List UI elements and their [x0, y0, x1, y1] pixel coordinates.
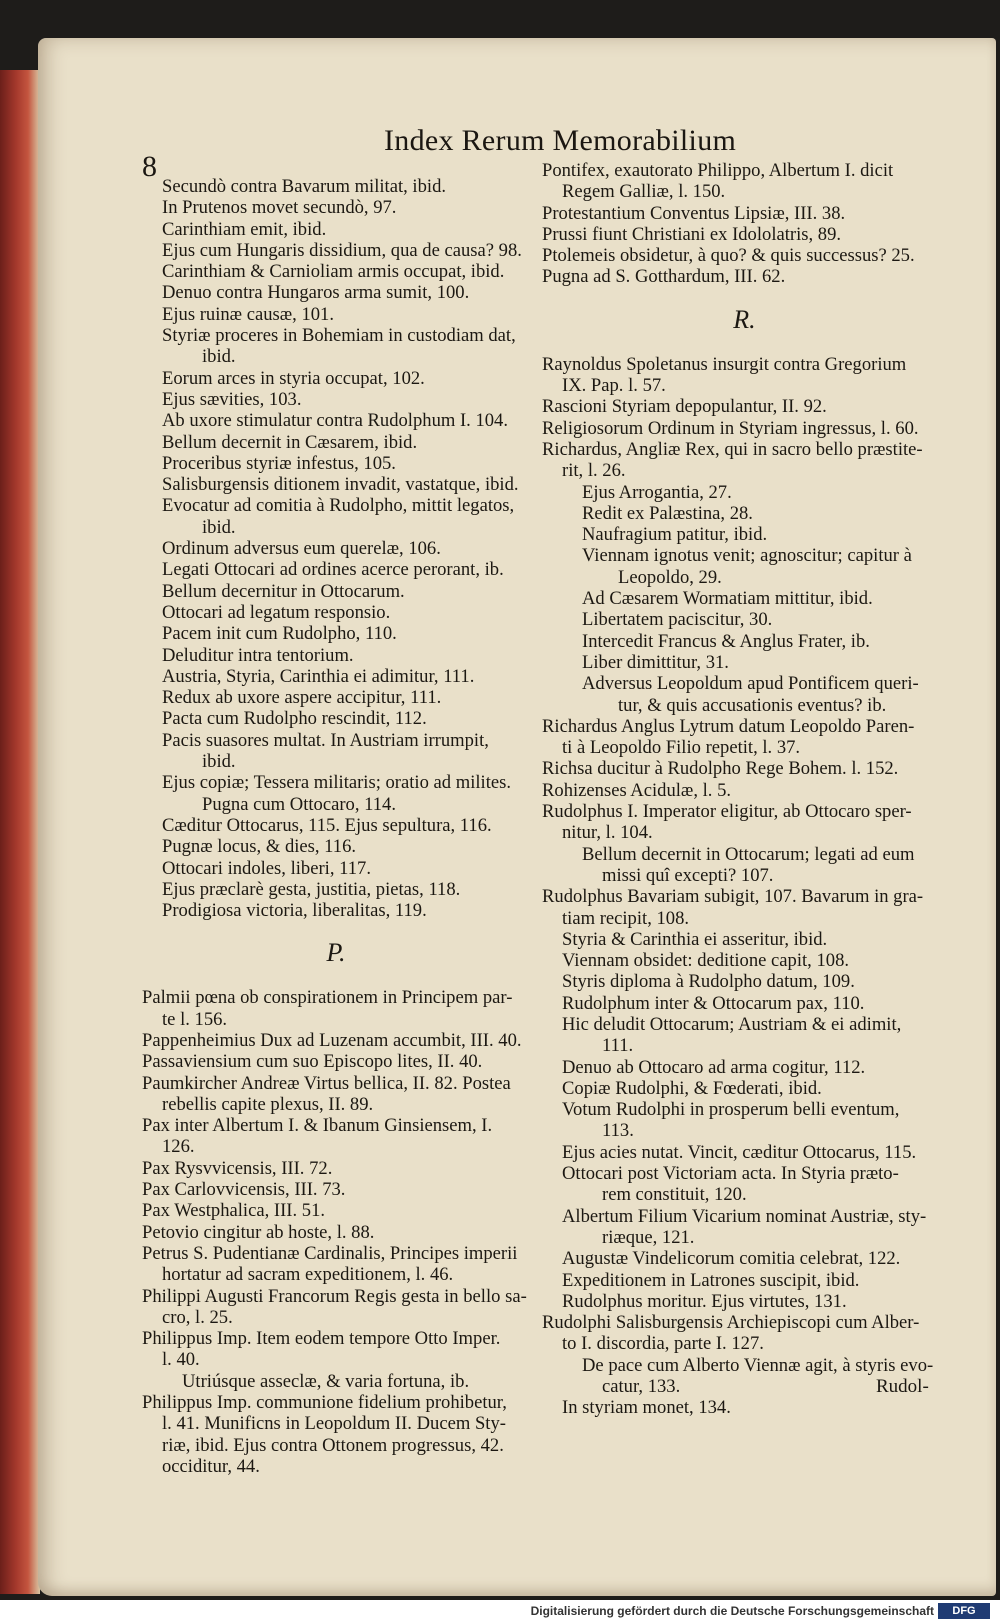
index-entry: Richardus, Angliæ Rex, qui in sacro bello præstite-: [542, 438, 923, 460]
index-entry: Ejus præclarè gesta, justitia, pietas, 118.: [162, 878, 461, 900]
index-entry: De pace cum Alberto Viennæ agit, à styris evo-: [582, 1354, 934, 1376]
index-entry: Ejus ruinæ causæ, 101.: [162, 303, 334, 325]
index-entry: Philippus Imp. communione fidelium prohibetur,: [142, 1392, 507, 1414]
index-entry: Pax Rysvvicensis, III. 72.: [142, 1157, 333, 1179]
right-column: [542, 160, 947, 1419]
index-entry: ibid.: [202, 516, 236, 538]
index-entry: Intercedit Francus & Anglus Frater, ib.: [582, 630, 870, 652]
index-entry: occiditur, 44.: [162, 1455, 260, 1477]
index-entry: Pax Carlovvicensis, III. 73.: [142, 1179, 346, 1201]
catchword: Rudol-: [876, 1376, 929, 1397]
index-entry: Pappenheimius Dux ad Luzenam accumbit, III. 40.: [142, 1029, 522, 1051]
index-entry: hortatur ad sacram expeditionem, l. 46.: [162, 1264, 454, 1286]
funding-credit: Digitalisierung gefördert durch die Deutsche Forschungsgemeinschaft: [530, 1604, 934, 1618]
index-entry: Denuo ab Ottocaro ad arma cogitur, 112.: [562, 1056, 866, 1078]
page-number: 8: [142, 150, 157, 183]
index-entry: Austria, Styria, Carinthia ei adimitur, 111.: [162, 665, 475, 687]
index-entry: Rascioni Styriam depopulantur, II. 92.: [542, 396, 827, 418]
index-entry: Paumkircher Andreæ Virtus bellica, II. 82. Postea: [142, 1072, 511, 1094]
index-entry: Richardus Anglus Lytrum datum Leopoldo Paren-: [542, 715, 915, 737]
index-entry: Pacta cum Rudolpho rescindit, 112.: [162, 708, 427, 730]
index-entry: rem constituit, 120.: [602, 1184, 747, 1206]
index-entry: IX. Pap. l. 57.: [562, 375, 666, 397]
index-entry: Ejus Arrogantia, 27.: [582, 481, 732, 503]
index-entry: Richsa ducitur à Rudolpho Rege Bohem. l. 152.: [542, 758, 899, 780]
index-entry: Pontifex, exautorato Philippo, Albertum I. dicit: [542, 160, 894, 181]
index-entry: tur, & quis accusationis eventus? ib.: [618, 694, 887, 716]
index-entry: Cæditur Ottocarus, 115. Ejus sepultura, 116.: [162, 814, 492, 836]
index-entry: l. 40.: [162, 1349, 200, 1371]
index-entry: Leopoldo, 29.: [618, 566, 722, 588]
index-entry: Secundò contra Bavarum militat, ibid.: [162, 176, 447, 197]
index-entry: Prodigiosa victoria, liberalitas, 119.: [162, 900, 427, 922]
index-entry: Eorum arces in styria occupat, 102.: [162, 367, 425, 389]
index-entry: Expeditionem in Latrones suscipit, ibid.: [562, 1269, 860, 1291]
index-entry: Pugna ad S. Gotthardum, III. 62.: [542, 266, 786, 288]
index-entry: Ejus acies nutat. Vincit, cæditur Ottocarus, 115.: [562, 1141, 917, 1163]
index-entry: missi quî excepti? 107.: [602, 864, 774, 886]
index-entry: Pax inter Albertum I. & Ibanum Ginsiensem, I.: [142, 1115, 493, 1137]
index-entry: Ottocari ad legatum responsio.: [162, 601, 391, 623]
index-entry: riæque, 121.: [602, 1226, 695, 1248]
index-entry: cro, l. 25.: [162, 1306, 233, 1328]
index-entry: Styris diploma à Rudolpho datum, 109.: [562, 971, 855, 993]
index-entry: Bellum decernit in Ottocarum; legati ad eum: [582, 843, 915, 865]
index-entry: ibid.: [202, 346, 236, 368]
index-entry: Votum Rudolphi in prosperum belli eventum,: [562, 1099, 900, 1121]
index-entry: Denuo contra Hungaros arma sumit, 100.: [162, 282, 470, 304]
index-entry: Redit ex Palæstina, 28.: [582, 502, 753, 524]
index-entry: nitur, l. 104.: [562, 822, 653, 844]
index-entry: Salisburgensis ditionem invadit, vastatque, ibid.: [162, 474, 519, 496]
index-entry: rebellis capite plexus, II. 89.: [162, 1093, 374, 1115]
index-entry: Styria & Carinthia ei asseritur, ibid.: [562, 928, 828, 950]
index-entry: Naufragium patitur, ibid.: [582, 524, 768, 546]
index-entry: Bellum decernitur in Ottocarum.: [162, 580, 405, 602]
index-entry: Ptolemeis obsidetur, à quo? & quis successus? 25.: [542, 245, 915, 267]
index-entry: Philippi Augusti Francorum Regis gesta in bello sa-: [142, 1285, 527, 1307]
index-entry: 111.: [602, 1035, 634, 1057]
index-entry: Rudolphus Bavariam subigit, 107. Bavarum in gra-: [542, 886, 924, 908]
index-entry: Albertum Filium Vicarium nominat Austriæ, sty-: [562, 1205, 927, 1227]
index-entry: 126.: [162, 1136, 195, 1158]
index-entry: riæ, ibid. Ejus contra Ottonem progressus, 42.: [162, 1434, 504, 1456]
index-entry: tiam recipit, 108.: [562, 907, 690, 929]
index-entry: Ejus copiæ; Tessera militaris; oratio ad milites.: [162, 772, 511, 794]
index-entry: Rudolphus I. Imperator eligitur, ab Ottocaro sper-: [542, 801, 912, 823]
index-entry: Pugna cum Ottocaro, 114.: [202, 793, 396, 815]
index-entry: Proceribus styriæ infestus, 105.: [162, 452, 396, 474]
index-entry: In styriam monet, 134.: [562, 1397, 731, 1419]
index-entry: Hic deludit Ottocarum; Austriam & ei adimit,: [562, 1013, 902, 1035]
index-entry: ibid.: [202, 751, 236, 773]
index-entry: Carinthiam & Carnioliam armis occupat, ibid.: [162, 261, 505, 283]
index-entry: rit, l. 26.: [562, 460, 626, 482]
index-entry: Carinthiam emit, ibid.: [162, 218, 327, 240]
index-entry: Ab uxore stimulatur contra Rudolphum I. 104.: [162, 410, 508, 432]
index-entry: Rudolphi Salisburgensis Archiepiscopi cum Alber-: [542, 1312, 920, 1334]
index-entry: Ejus cum Hungaris dissidium, qua de causa? 98.: [162, 239, 522, 261]
index-entry: Protestantium Conventus Lipsiæ, III. 38.: [542, 202, 846, 224]
index-entry: Adversus Leopoldum apud Pontificem queri-: [582, 673, 919, 695]
index-entry: Philippus Imp. Item eodem tempore Otto Imper.: [142, 1328, 501, 1350]
index-entry: Ordinum adversus eum querelæ, 106.: [162, 538, 441, 560]
index-entry: Palmii pœna ob conspirationem in Principem par-: [142, 987, 513, 1009]
index-entry: Utriúsque asseclæ, & varia fortuna, ib.: [182, 1370, 470, 1392]
index-entry: Pacis suasores multat. In Austriam irrumpit,: [162, 729, 489, 751]
section-letter: P.: [326, 938, 346, 968]
index-entry: Legati Ottocari ad ordines acerce perorant, ib.: [162, 559, 504, 581]
index-entry: Religiosorum Ordinum in Styriam ingressus, l. 60.: [542, 417, 919, 439]
index-entry: catur, 133.: [602, 1376, 681, 1398]
index-entry: Viennam ignotus venit; agnoscitur; capitur à: [582, 545, 912, 567]
index-entry: to I. discordia, parte I. 127.: [562, 1333, 764, 1355]
index-entry: Bellum decernit in Cæsarem, ibid.: [162, 431, 418, 453]
section-letter: R.: [733, 304, 756, 334]
index-entry: Pax Westphalica, III. 51.: [142, 1200, 326, 1222]
index-entry: Liber dimittitur, 31.: [582, 651, 729, 673]
index-entry: Rohizenses Acidulæ, l. 5.: [542, 779, 732, 801]
index-entry: Petovio cingitur ab hoste, l. 88.: [142, 1221, 375, 1243]
index-entry: Prussi fiunt Christiani ex Idololatris, 89.: [542, 223, 842, 245]
index-entry: 113.: [602, 1120, 634, 1142]
index-entry: Rudolphum inter & Ottocarum pax, 110.: [562, 992, 865, 1014]
index-entry: ti à Leopoldo Filio repetit, l. 37.: [562, 737, 801, 759]
left-column: [142, 176, 530, 1477]
index-entry: te l. 156.: [162, 1008, 228, 1030]
index-entry: Pacem init cum Rudolpho, 110.: [162, 623, 397, 645]
running-title: Index Rerum Memorabilium: [384, 124, 737, 157]
index-entry: Pugnæ locus, & dies, 116.: [162, 836, 357, 858]
index-entry: Petrus S. Pudentianæ Cardinalis, Principes imperii: [142, 1242, 518, 1264]
index-entry: Ad Cæsarem Wormatiam mittitur, ibid.: [582, 588, 873, 610]
index-entry: Ejus sævities, 103.: [162, 388, 302, 410]
index-entry: Copiæ Rudolphi, & Fœderati, ibid.: [562, 1077, 822, 1099]
index-entry: Ottocari post Victoriam acta. In Styria præto-: [562, 1163, 899, 1185]
book-edge: [0, 70, 40, 1594]
index-entry: Raynoldus Spoletanus insurgit contra Gregorium: [542, 353, 907, 375]
index-entry: Rudolphus moritur. Ejus virtutes, 131.: [562, 1290, 847, 1312]
index-entry: Augustæ Vindelicorum comitia celebrat, 122.: [562, 1248, 901, 1270]
index-entry: Evocatur ad comitia à Rudolpho, mittit legatos,: [162, 495, 515, 517]
index-entry: Regem Galliæ, l. 150.: [562, 181, 726, 203]
index-entry: Ottocari indoles, liberi, 117.: [162, 857, 371, 879]
index-entry: l. 41. Munificns in Leopoldum II. Ducem Sty-: [162, 1413, 506, 1435]
index-entry: Redux ab uxore aspere accipitur, 111.: [162, 687, 442, 709]
index-entry: Viennam obsidet: deditione capit, 108.: [562, 950, 850, 972]
index-entry: In Prutenos movet secundò, 97.: [162, 197, 397, 219]
index-entry: Passaviensium cum suo Episcopo lites, II. 40.: [142, 1051, 483, 1073]
index-entry: Libertatem paciscitur, 30.: [582, 609, 773, 631]
dfg-logo: DFG: [938, 1603, 990, 1619]
index-entry: Deluditur intra tentorium.: [162, 644, 354, 666]
index-entry: Styriæ proceres in Bohemiam in custodiam dat,: [162, 325, 516, 347]
